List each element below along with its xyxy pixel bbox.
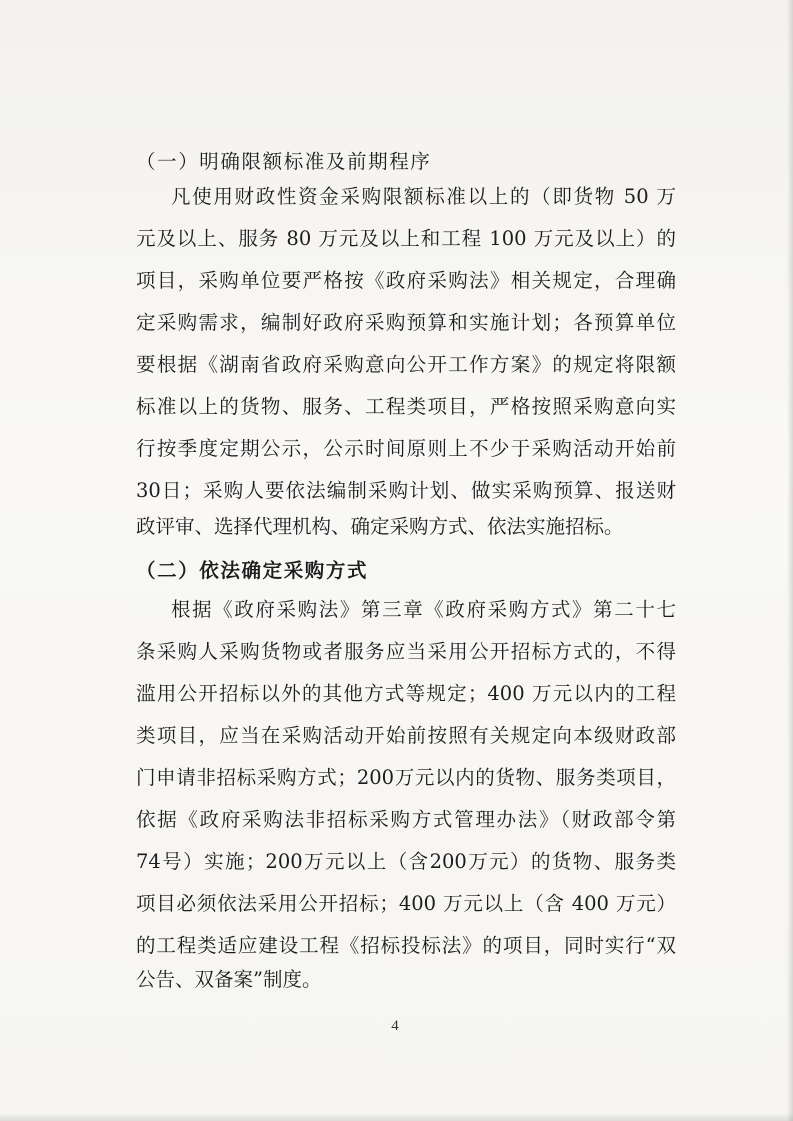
scan-edge-bottom xyxy=(0,1113,793,1121)
section-1-line: 标准以上的货物、服务、工程类项目，严格按照采购意向实 xyxy=(136,395,676,418)
section-1-heading: （一）明确限额标准及前期程序 xyxy=(136,150,432,173)
section-2-line: 公告、双备案”制度。 xyxy=(136,968,322,991)
section-1-line: 项目，采购单位要严格按《政府采购法》相关规定，合理确 xyxy=(136,269,676,292)
page-number: 4 xyxy=(391,1018,399,1034)
section-1-line: 定采购需求，编制好政府采购预算和实施计划；各预算单位 xyxy=(136,311,676,334)
section-2-heading: （二）依法确定采购方式 xyxy=(136,559,369,582)
scan-edge-right xyxy=(787,0,793,1121)
section-2-line: 根据《政府采购法》第三章《政府采购方式》第二十七 xyxy=(171,598,676,621)
section-1-line: 凡使用财政性资金采购限额标准以上的（即货物 50 万 xyxy=(171,185,676,208)
section-2-line: 门申请非招标采购方式；200万元以内的货物、服务类项目， xyxy=(136,766,676,789)
section-1-line: 要根据《湖南省政府采购意向公开工作方案》的规定将限额 xyxy=(136,353,676,376)
section-2-line: 滥用公开招标以外的其他方式等规定；400 万元以内的工程 xyxy=(136,682,676,705)
section-2-line: 条采购人采购货物或者服务应当采用公开招标方式的，不得 xyxy=(136,640,676,663)
section-2-line: 类项目，应当在采购活动开始前按照有关规定向本级财政部 xyxy=(136,724,676,747)
section-1-line: 政评审、选择代理机构、确定采购方式、依法实施招标。 xyxy=(136,515,624,538)
section-1-line: 30日；采购人要依法编制采购计划、做实采购预算、报送财 xyxy=(136,479,676,502)
section-1-line: 元及以上、服务 80 万元及以上和工程 100 万元及以上）的 xyxy=(136,227,676,250)
section-2-line: 的工程类适应建设工程《招标投标法》的项目，同时实行“双 xyxy=(136,934,676,957)
section-2-line: 项目必须依法采用公开招标；400 万元以上（含 400 万元） xyxy=(136,892,676,915)
section-2-line: 74号）实施；200万元以上（含200万元）的货物、服务类 xyxy=(136,850,676,873)
section-1-line: 行按季度定期公示，公示时间原则上不少于采购活动开始前 xyxy=(136,437,676,460)
section-2-line: 依据《政府采购法非招标采购方式管理办法》（财政部令第 xyxy=(136,808,676,831)
